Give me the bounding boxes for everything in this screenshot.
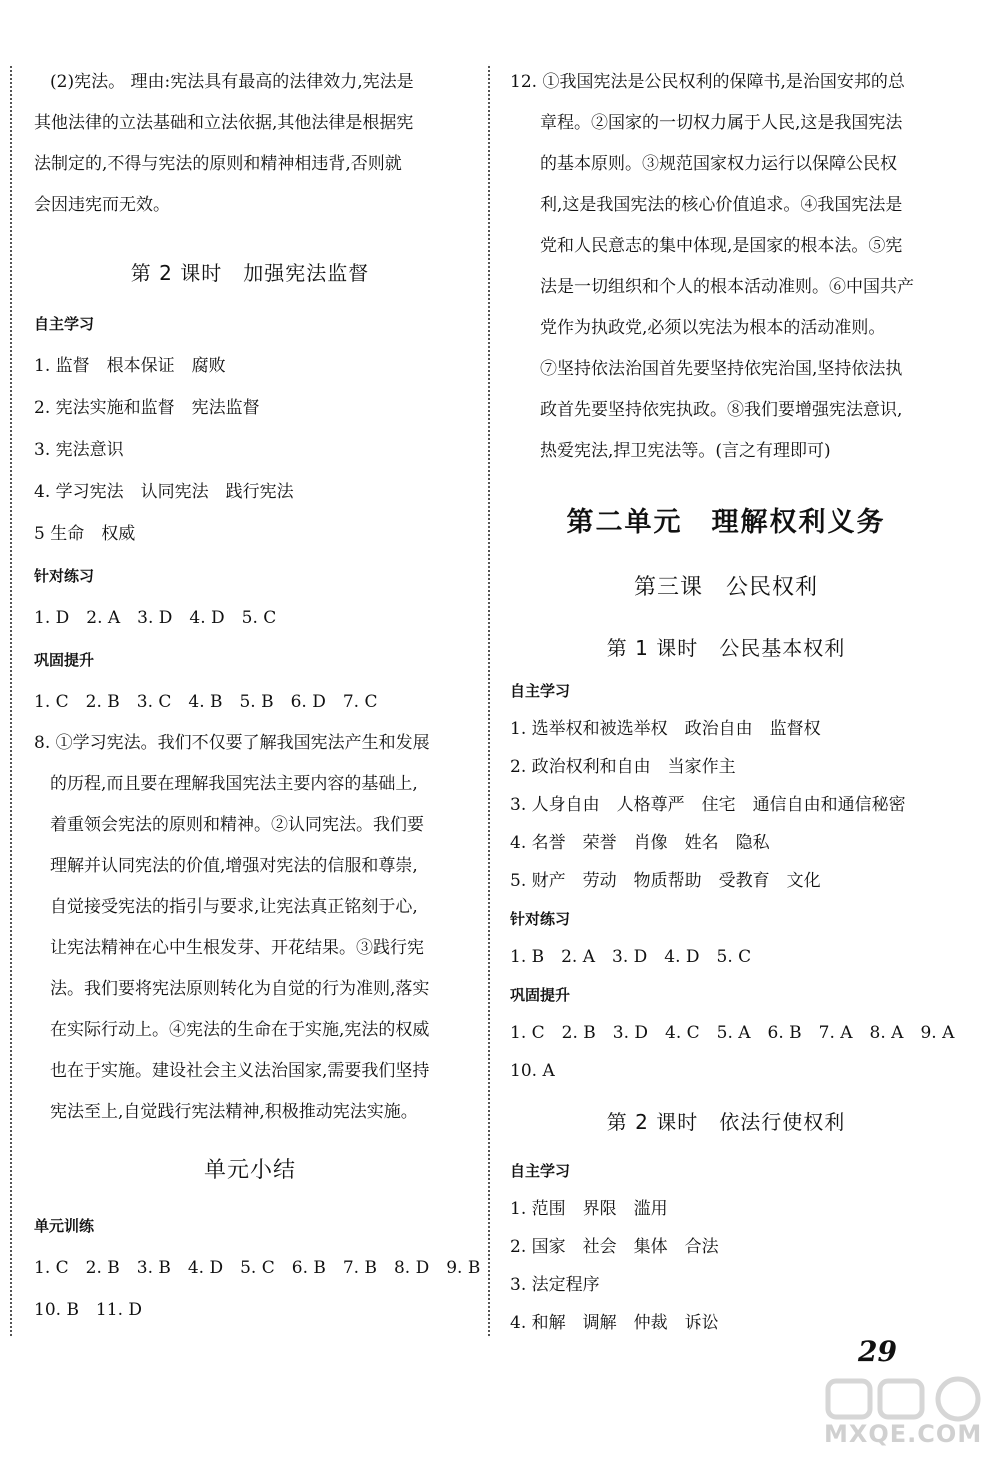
text-line: 12. ①我国宪法是公民权利的保障书,是治国安邦的总 (510, 72, 905, 92)
text-line: 政首先要坚持依宪执政。⑧我们要增强宪法意识, (540, 400, 903, 420)
lesson-title: 第 2 课时 依法行使权利 (606, 1110, 846, 1134)
list-item: 5 生命 权威 (34, 524, 136, 544)
section-heading-self-study: 自主学习 (34, 315, 95, 333)
right-column (510, 62, 955, 1342)
text-line: 理解并认同宪法的价值,增强对宪法的信服和尊崇, (50, 856, 418, 876)
text-line: 也在于实施。建设社会主义法治国家,需要我们坚持 (50, 1061, 430, 1081)
text-line: 党作为执政党,必须以宪法为根本的活动准则。 (540, 318, 886, 338)
text-line: 自觉接受宪法的指引与要求,让宪法真正铭刻于心, (50, 897, 418, 917)
self-study-list (510, 1190, 942, 1342)
section-heading-self-study: 自主学习 (510, 682, 571, 700)
answer-line: 1. C 2. B 3. B 4. D 5. C 6. B 7. B 8. D 9. B (34, 1258, 481, 1278)
question-12-answer (510, 62, 942, 472)
text-line: 的历程,而且要在理解我国宪法主要内容的基础上, (50, 774, 418, 794)
answer-line: 10. A (510, 1061, 555, 1081)
section-heading-self-study: 自主学习 (510, 1162, 571, 1180)
list-item: 1. 选举权和被选举权 政治自由 监督权 (510, 719, 821, 739)
list-item: 1. 范围 界限 滥用 (510, 1199, 668, 1219)
unit-title: 第二单元 理解权利义务 (566, 507, 886, 538)
list-item: 4. 和解 调解 仲裁 诉讼 (510, 1313, 719, 1333)
list-item: 3. 法定程序 (510, 1275, 600, 1295)
page-number: 29 (858, 1335, 897, 1368)
left-column (34, 62, 481, 1331)
section-heading-unit-training: 单元训练 (34, 1217, 95, 1235)
answer-line: 10. B 11. D (34, 1300, 143, 1320)
course-title: 第三课 公民权利 (633, 575, 818, 600)
unit-summary-title: 单元小结 (203, 1158, 296, 1183)
list-item: 2. 国家 社会 集体 合法 (510, 1237, 719, 1257)
text-line: 8. ①学习宪法。我们不仅要了解我国宪法产生和发展 (34, 733, 430, 753)
text-line: 让宪法精神在心中生根发芽、开花结果。③践行宪 (50, 938, 424, 958)
section-heading-targeted-practice: 针对练习 (510, 910, 571, 928)
text-line: 法是一切组织和个人的根本活动准则。⑥中国共产 (540, 277, 914, 297)
list-item: 4. 学习宪法 认同宪法 践行宪法 (34, 482, 294, 502)
list-item: 1. 监督 根本保证 腐败 (34, 356, 226, 376)
text-line: 法。我们要将宪法原则转化为自觉的行为准则,落实 (50, 979, 430, 999)
list-item: 3. 宪法意识 (34, 440, 124, 460)
section-heading-targeted-practice: 针对练习 (34, 567, 95, 585)
text-line: 法制定的,不得与宪法的原则和精神相违背,否则就 (34, 154, 402, 174)
text-line: 的基本原则。③规范国家权力运行以保障公民权 (540, 154, 897, 174)
text-line: 宪法至上,自觉践行宪法精神,积极推动宪法实施。 (50, 1102, 418, 1122)
text-line: 着重领会宪法的原则和精神。②认同宪法。我们要 (50, 815, 424, 835)
text-line: 党和人民意志的集中体现,是国家的根本法。⑤宪 (540, 236, 903, 256)
text-line: 热爱宪法,捍卫宪法等。(言之有理即可) (540, 441, 831, 461)
list-item: 4. 名誉 荣誉 肖像 姓名 隐私 (510, 833, 770, 853)
text-line: ⑦坚持依法治国首先要坚持依宪治国,坚持依法执 (540, 359, 903, 379)
text-line: 在实际行动上。④宪法的生命在于实施,宪法的权威 (50, 1020, 430, 1040)
answer-line: 1. D 2. A 3. D 4. D 5. C (34, 608, 277, 628)
watermark-logo (800, 1375, 1000, 1462)
section-heading-consolidation: 巩固提升 (34, 651, 95, 669)
list-item: 5. 财产 劳动 物质帮助 受教育 文化 (510, 871, 821, 891)
answer-line: 1. C 2. B 3. D 4. C 5. A 6. B 7. A 8. A 9. A (510, 1023, 955, 1043)
text-line: 其他法律的立法基础和立法依据,其他法律是根据宪 (34, 113, 414, 133)
answer-line: 1. B 2. A 3. D 4. D 5. C (510, 947, 752, 967)
lesson-title: 第 2 课时 加强宪法监督 (130, 261, 370, 285)
question-8-answer (34, 723, 466, 1133)
left-margin-divider (10, 66, 12, 1336)
watermark-text: MXQE.COM (824, 1420, 983, 1448)
law-answer-paragraph (34, 62, 466, 226)
section-heading-consolidation: 巩固提升 (510, 986, 571, 1004)
list-item: 3. 人身自由 人格尊严 住宅 通信自由和通信秘密 (510, 795, 906, 815)
self-study-list (510, 710, 942, 900)
text-line: 利,这是我国宪法的核心价值追求。④我国宪法是 (540, 195, 903, 215)
lesson-title: 第 1 课时 公民基本权利 (606, 636, 846, 660)
text-line: (2)宪法。 理由:宪法具有最高的法律效力,宪法是 (50, 72, 414, 92)
text-line: 会因违宪而无效。 (34, 195, 170, 215)
answer-line: 1. C 2. B 3. C 4. B 5. B 6. D 7. C (34, 692, 378, 712)
column-divider (488, 66, 490, 1336)
list-item: 2. 政治权利和自由 当家作主 (510, 757, 736, 777)
self-study-list (34, 345, 466, 555)
list-item: 2. 宪法实施和监督 宪法监督 (34, 398, 260, 418)
text-line: 章程。②国家的一切权力属于人民,这是我国宪法 (540, 113, 903, 133)
